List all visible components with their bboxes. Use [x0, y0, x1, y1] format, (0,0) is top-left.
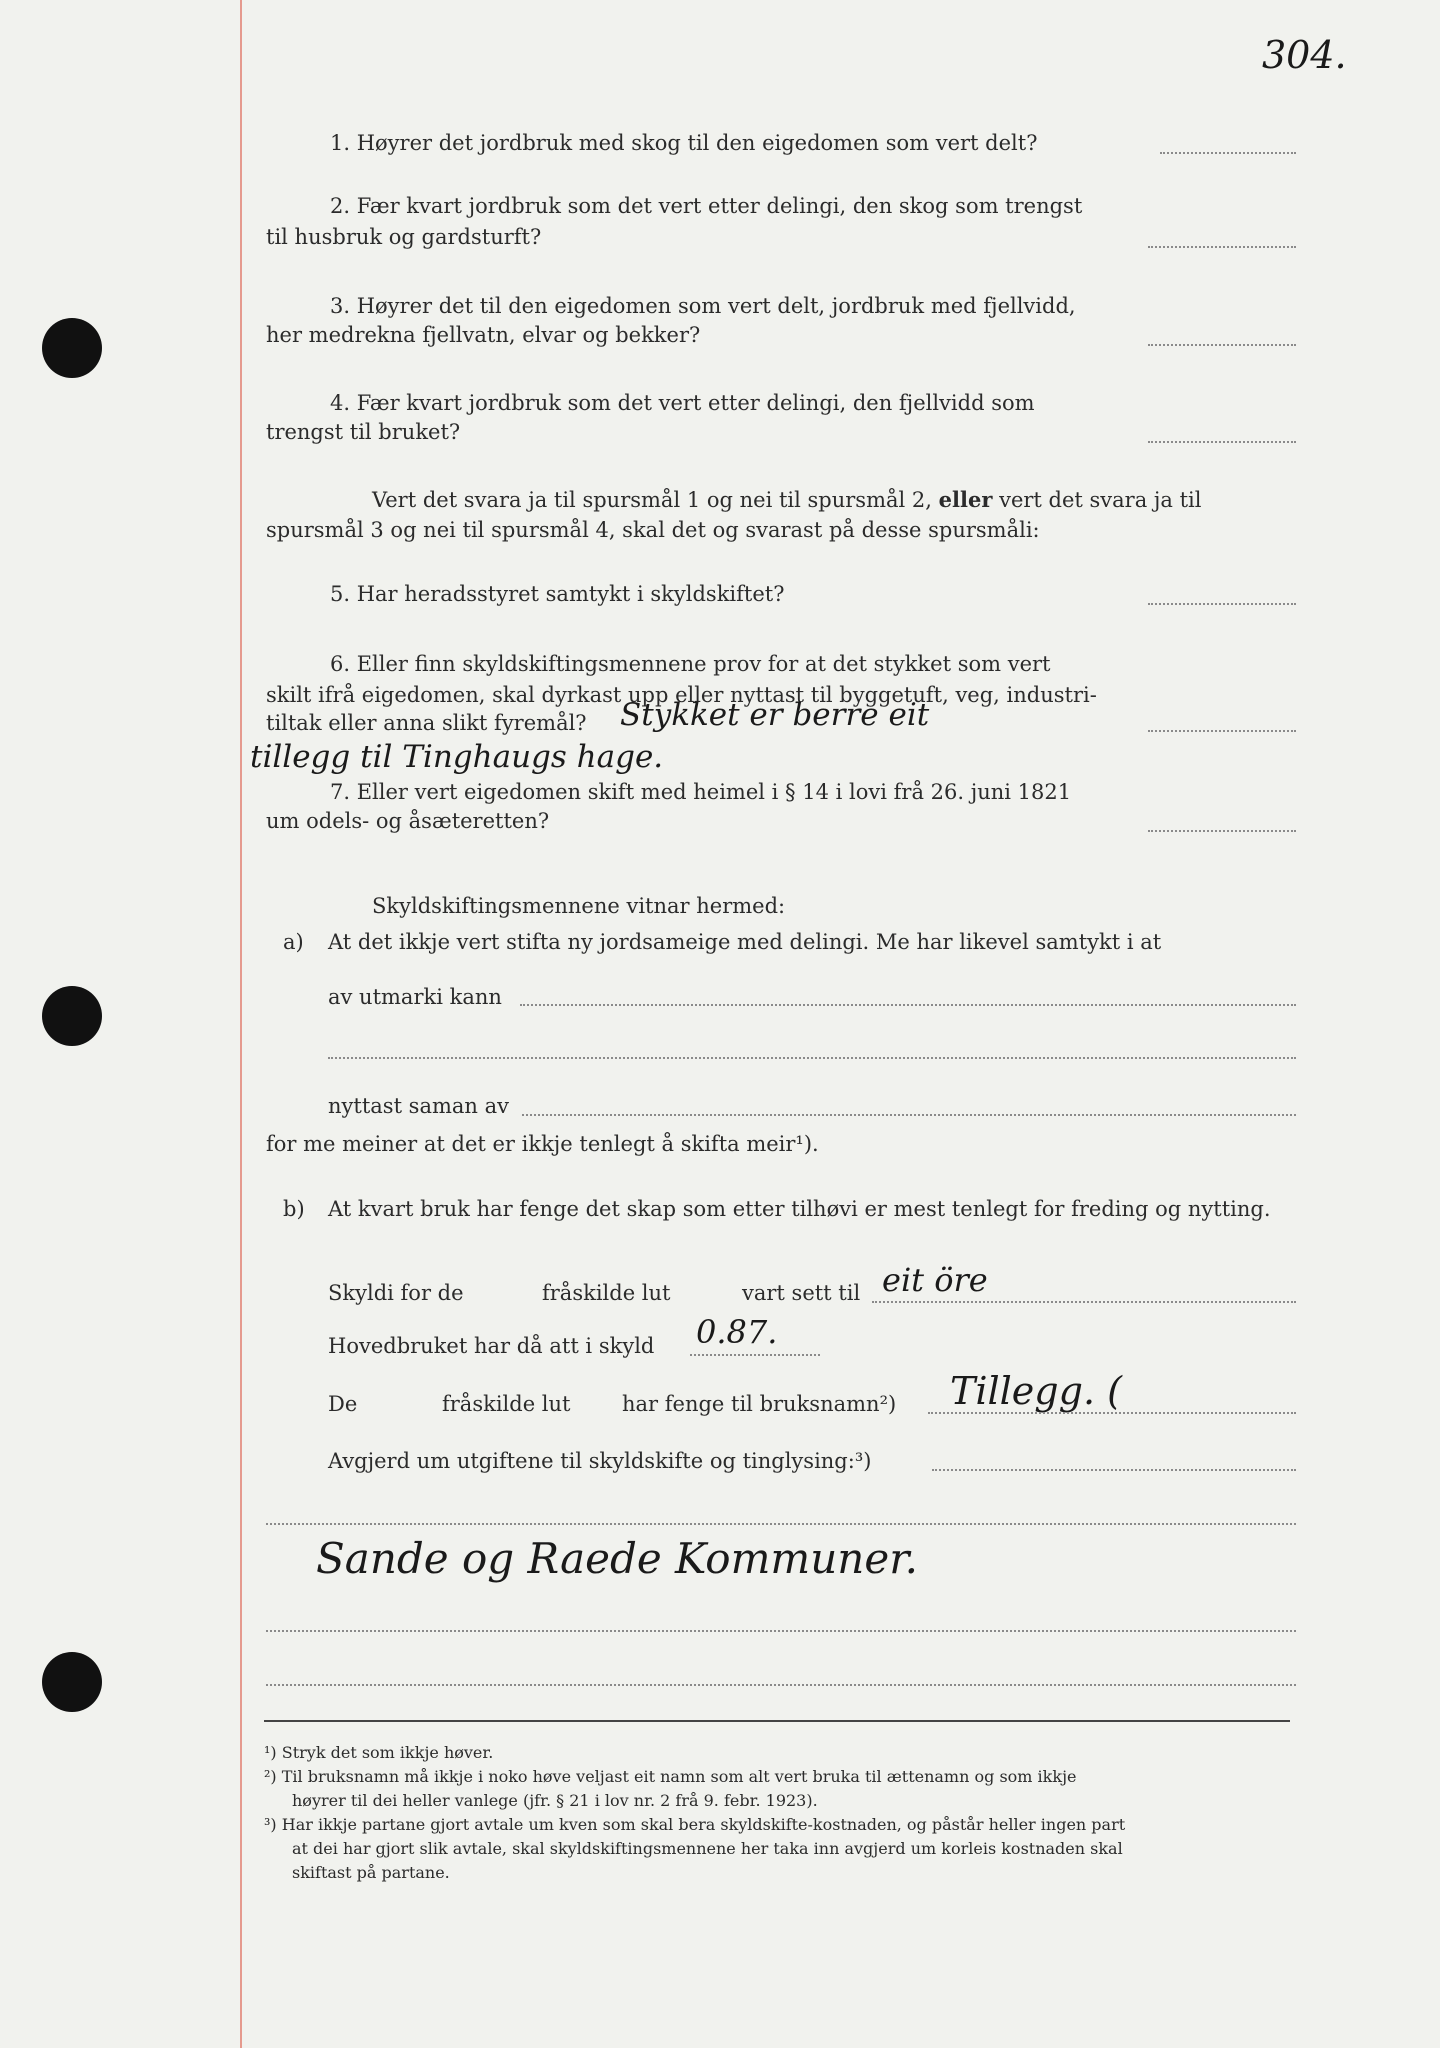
handwritten-bruksnamn-value: Tillegg. (: [950, 1369, 1122, 1413]
avgjerd-line: [932, 1469, 1296, 1471]
question-3-line-2: her medrekna fjellvatn, elvar og bekker?: [266, 323, 701, 347]
question-5: 5. Har heradsstyret samtykt i skyldskiftet?: [330, 582, 785, 606]
witness-a-text: At det ikkje vert stifta ny jordsameige med delingi. Me har likevel samtykt i at: [328, 930, 1162, 954]
footnote-3-line-2: at dei har gjort slik avtale, skal skyldskiftingsmennene her taka inn avgjerd um korleis kostnaden skal: [292, 1839, 1123, 1858]
question-6-line-1: 6. Eller finn skyldskiftingsmennene prov for at det stykket som vert: [330, 652, 1051, 676]
punch-hole: [42, 986, 102, 1046]
page-number: 304.: [1262, 33, 1347, 77]
answer-line: [1148, 344, 1296, 346]
bruksnamn-label: har fenge til bruksnamn²): [622, 1392, 897, 1416]
question-2-line-2: til husbruk og gardsturft?: [266, 225, 542, 249]
margin-line: [240, 0, 242, 2048]
question-6-line-3: tiltak eller anna slikt fyremål?: [266, 711, 587, 735]
blank-line: [328, 1057, 1296, 1059]
skyldi-label-b: fråskilde lut: [542, 1281, 671, 1305]
question-1: 1. Høyrer det jordbruk med skog til den eigedomen som vert delt?: [330, 131, 1038, 155]
condition-line-2: spursmål 3 og nei til spursmål 4, skal det og svarast på desse spursmåli:: [266, 518, 1040, 542]
footnote-2-line-1: ²) Til bruksnamn må ikkje i noko høve veljast eit namn som alt vert bruka til ættenamn og som ikkje: [264, 1767, 1077, 1786]
witness-b-text: At kvart bruk har fenge det skap som etter tilhøvi er mest tenlegt for freding og nytting.: [328, 1197, 1271, 1221]
witness-intro: Skyldskiftingsmennene vitnar hermed:: [372, 894, 786, 918]
condition-text-a: Vert det svara ja til spursmål 1 og nei til spursmål 2,: [372, 488, 932, 512]
avgjerd-label: Avgjerd um utgiftene til skyldskifte og tinglysing:³): [328, 1449, 872, 1473]
de-label-b: fråskilde lut: [442, 1392, 571, 1416]
handwritten-hovedbruk-value: 0.87.: [696, 1313, 778, 1351]
for-me-text: for me meiner at det er ikkje tenlegt å skifta meir¹).: [266, 1132, 819, 1156]
footnote-rule: [264, 1720, 1290, 1722]
question-7-line-1: 7. Eller vert eigedomen skift med heimel i § 14 i lovi frå 26. juni 1821: [330, 780, 1072, 804]
question-2-line-1: 2. Fær kvart jordbruk som det vert etter delingi, den skog som trengst: [330, 194, 1083, 218]
blank-line: [266, 1684, 1296, 1686]
footnote-3-line-3: skiftast på partane.: [292, 1863, 450, 1882]
footnote-2-line-2: høyrer til dei heller vanlege (jfr. § 21 i lov nr. 2 frå 9. febr. 1923).: [292, 1791, 818, 1810]
witness-b-label: b): [283, 1197, 305, 1221]
nyttast-label: nyttast saman av: [328, 1094, 509, 1118]
witness-a-label: a): [283, 930, 304, 954]
answer-line: [1160, 152, 1296, 154]
condition-text-b: vert det svara ja til: [999, 488, 1202, 512]
skyldi-label-c: vart sett til: [742, 1281, 861, 1305]
question-7-line-2: um odels- og åsæteretten?: [266, 809, 550, 833]
utmarki-line: [520, 1004, 1296, 1006]
answer-line: [1148, 441, 1296, 443]
handwritten-skyld-value: eit öre: [882, 1261, 988, 1299]
nyttast-line: [522, 1114, 1296, 1116]
answer-line: [1148, 730, 1296, 732]
bruksnamn-line: [928, 1412, 1296, 1414]
condition-line-1: [372, 489, 1201, 511]
hovedbruk-line: [690, 1354, 820, 1356]
footnote-1: ¹) Stryk det som ikkje høver.: [264, 1743, 494, 1762]
handwritten-avgjerd-value: Sande og Raede Kommuner.: [316, 1534, 919, 1583]
handwritten-q6-answer-1: Stykket er berre eit: [620, 697, 930, 733]
hovedbruket-label: Hovedbruket har då att i skyld: [328, 1334, 655, 1358]
utmarki-label: av utmarki kann: [328, 985, 502, 1009]
handwritten-q6-answer-2: tillegg til Tinghaugs hage.: [250, 739, 664, 775]
avgjerd-line-2: [266, 1523, 1296, 1525]
punch-hole: [42, 1652, 102, 1712]
de-label: De: [328, 1392, 358, 1416]
question-4-line-1: 4. Fær kvart jordbruk som det vert etter delingi, den fjellvidd som: [330, 391, 1035, 415]
question-3-line-1: 3. Høyrer det til den eigedomen som vert delt, jordbruk med fjellvidd,: [330, 294, 1076, 318]
footnote-3-line-1: ³) Har ikkje partane gjort avtale um kven som skal bera skyldskifte-kostnaden, og påstår heller ingen part: [264, 1815, 1126, 1834]
answer-line: [1148, 246, 1296, 248]
answer-line: [1148, 603, 1296, 605]
blank-line: [266, 1630, 1296, 1632]
skyldi-label-a: Skyldi for de: [328, 1281, 464, 1305]
answer-line: [1148, 830, 1296, 832]
skyld-line: [872, 1301, 1296, 1303]
punch-hole: [42, 318, 102, 378]
question-6-line-2: skilt ifrå eigedomen, skal dyrkast upp eller nyttast til byggetuft, veg, industri-: [266, 683, 1097, 707]
question-4-line-2: trengst til bruket?: [266, 420, 461, 444]
condition-bold-eller: eller: [938, 487, 993, 512]
